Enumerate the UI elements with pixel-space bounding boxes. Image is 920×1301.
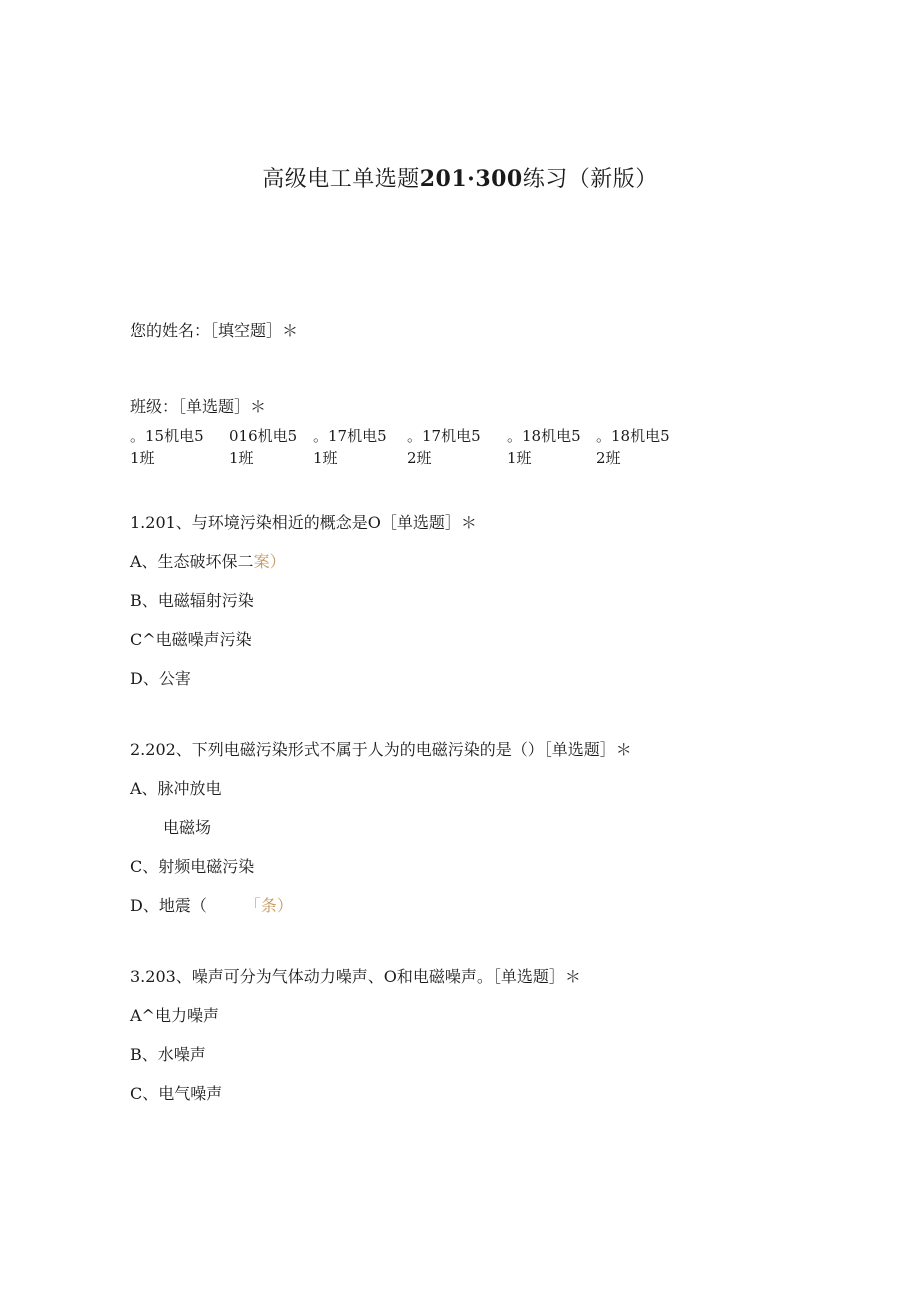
answer-option[interactable]: 电磁场 — [163, 818, 212, 837]
answer-option[interactable]: A、脉冲放电 — [130, 779, 222, 798]
answer-option[interactable]: C^电磁噪声污染 — [130, 630, 252, 649]
title-prefix: 高级电工单选题 — [262, 167, 420, 192]
answer-option[interactable]: A^电力噪声 — [130, 1006, 219, 1025]
question-stem: 2.202、下列电磁污染形式不属于人为的电磁污染的是（）［单选题］＊ — [130, 740, 632, 759]
answer-option[interactable]: A、生态破坏保二案） — [130, 552, 286, 571]
title-suffix: 练习（新版） — [522, 167, 658, 192]
answer-mark: 「条） — [252, 896, 293, 915]
class-option[interactable]: 。15机电5 1班 — [130, 427, 204, 467]
class-option[interactable]: 。18机电5 2班 — [596, 427, 670, 467]
class-option[interactable]: 。17机电5 2班 — [407, 427, 481, 467]
answer-option[interactable]: B、水噪声 — [130, 1045, 206, 1064]
question-stem: 1.201、与环境污染相近的概念是O［单选题］＊ — [130, 513, 477, 532]
answer-option[interactable]: D、地震（ 「条） — [130, 896, 293, 915]
question-stem: 3.203、噪声可分为气体动力噪声、O和电磁噪声。［单选题］＊ — [130, 967, 581, 986]
name-field-label: 您的姓名：［填空题］＊ — [130, 321, 299, 340]
answer-mark: 案） — [253, 552, 286, 571]
answer-option[interactable]: C、射频电磁污染 — [130, 857, 255, 876]
class-option[interactable]: 016机电5 1班 — [229, 427, 298, 467]
answer-option[interactable]: B、电磁辐射污染 — [130, 591, 254, 610]
class-option[interactable]: 。18机电5 1班 — [507, 427, 581, 467]
class-option[interactable]: 。17机电5 1班 — [313, 427, 387, 467]
page-title — [0, 162, 920, 193]
title-range: 201·300 — [419, 166, 523, 192]
answer-option[interactable]: C、电气噪声 — [130, 1084, 223, 1103]
class-field-label: 班级：［单选题］＊ — [130, 397, 267, 416]
answer-option[interactable]: D、公害 — [130, 669, 191, 688]
